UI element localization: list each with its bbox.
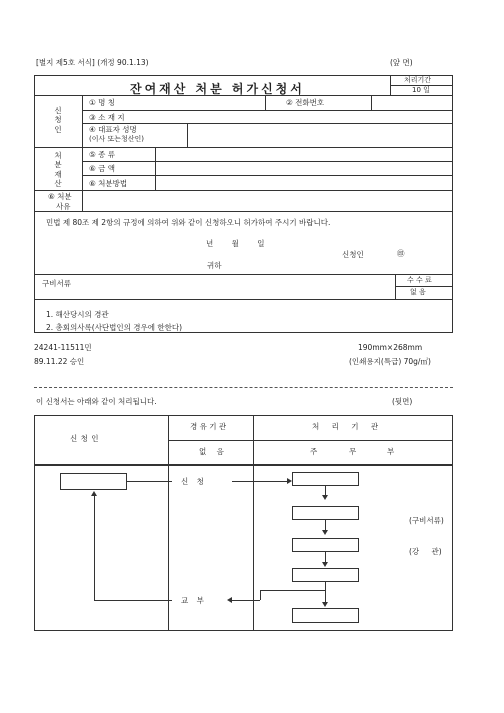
fee-value: 없 음	[410, 288, 426, 296]
docs-note: (구비서류)	[409, 516, 444, 525]
col-applicant: 신 청 인	[70, 434, 99, 443]
handler-value-3: 부	[387, 447, 395, 456]
process-intro: 이 신청서는 아래와 같이 처리됩니다.	[36, 397, 157, 406]
seal-mark: ㊞	[397, 249, 405, 258]
deliver-label: 교 부	[181, 596, 204, 605]
arrow-up-icon	[91, 491, 97, 496]
address-label: ③ 소 재 지	[89, 113, 125, 122]
phone-label: ② 전화번호	[286, 98, 325, 107]
name-label: ① 명 칭	[89, 98, 115, 107]
method-label: ⑥ 처분방법	[89, 179, 128, 188]
form-number: [별지 제5호 서식] (개정 90.1.13)	[36, 58, 149, 67]
paper-size: 190mm×268mm	[358, 343, 423, 352]
arrow-down-icon	[322, 530, 328, 535]
handler-box-2	[292, 506, 359, 520]
handler-box-3	[292, 538, 359, 552]
review-note: (강 관)	[409, 547, 442, 556]
arrow-down-icon	[322, 602, 328, 607]
recipient-label: 귀하	[207, 261, 222, 270]
processing-period-value: 10 일	[412, 86, 430, 94]
handler-box-5	[292, 608, 359, 623]
arrow-left-icon	[227, 597, 232, 603]
col-via: 경 유 기 관	[190, 422, 227, 431]
apply-label: 신 청	[181, 477, 204, 486]
paper-spec: (인쇄용지(특급) 70g/㎡)	[349, 357, 431, 366]
applicant-box	[60, 473, 127, 490]
amount-label: ⑥ 금 액	[89, 164, 115, 173]
form-code: 24241-11511민	[34, 343, 92, 352]
statement: 민법 제 80조 제 2항의 규정에 의하여 위와 같이 신청하오니 허가하여 주시기 바랍니다.	[46, 218, 331, 227]
reason-label-1: ⑥ 처분	[48, 192, 72, 201]
date-line: 년 월 일	[206, 239, 265, 248]
doc-item-2: 2. 총회의사록(사단법인의 경우에 한한다)	[46, 323, 183, 332]
doc-item-1: 1. 해산당시의 경관	[46, 310, 109, 319]
approval-date: 89.11.22 승인	[34, 357, 85, 366]
fee-label: 수 수 료	[407, 276, 432, 284]
handler-box-4	[292, 568, 359, 582]
arrow-down-icon	[322, 562, 328, 567]
col-handler: 처 리 기 관	[312, 422, 379, 431]
signer-label: 신청인	[342, 250, 364, 259]
applicant-label: 신 청 인	[54, 106, 62, 134]
reason-label-2: 사유	[56, 202, 71, 211]
docs-label: 구비서류	[42, 279, 71, 288]
page-side-back: (뒷면)	[392, 397, 413, 406]
kind-label: ⑤ 종 류	[89, 150, 115, 159]
cut-line	[34, 387, 453, 388]
handler-value-1: 주	[310, 447, 318, 456]
representative-label: ④ 대표자 성명	[89, 125, 137, 134]
via-value: 없 음	[199, 447, 224, 456]
handler-value-2: 무	[349, 447, 357, 456]
representative-sub: (이사 또는청산인)	[89, 135, 145, 143]
handler-box-1	[292, 472, 359, 486]
page-side-front: (앞 면)	[390, 58, 413, 67]
property-label: 처 분 재 산	[54, 151, 62, 189]
arrow-down-icon	[322, 495, 328, 500]
processing-period-label: 처리기간	[404, 76, 432, 84]
form-title: 잔여재산 처분 허가신청서	[130, 82, 305, 96]
